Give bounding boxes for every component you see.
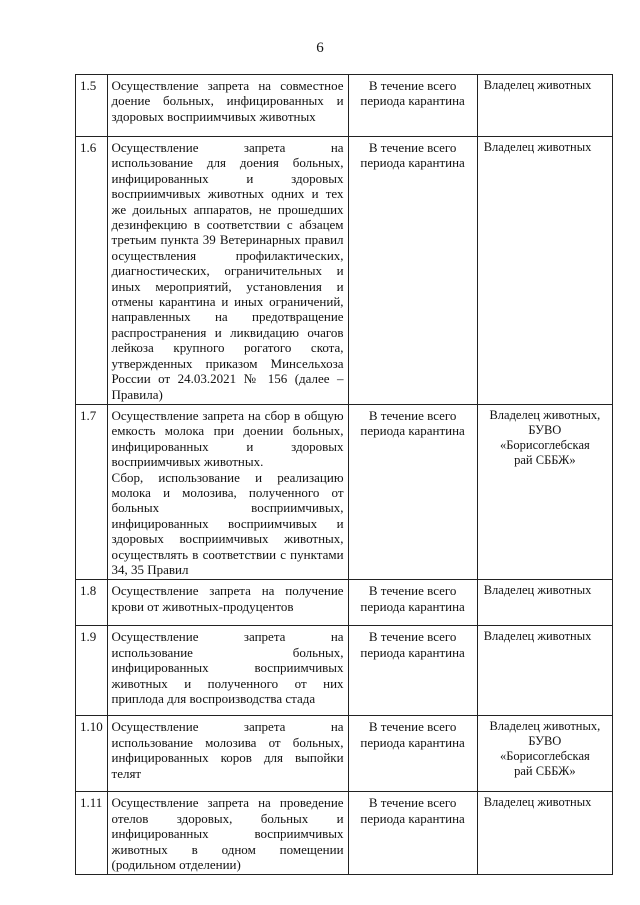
measure-description-cell [107,75,348,137]
responsible-party: Владелец животных [483,795,592,810]
responsible-party-cell [477,792,612,875]
table-row [76,716,613,792]
responsible-party-cell [477,716,612,792]
measure-description-cell [107,716,348,792]
measure-term: В течение всего периода карантина [348,716,477,792]
responsible-party: Владелец животных, [489,719,601,734]
item-number: 1.11 [76,792,108,875]
item-number: 1.5 [76,75,108,137]
measure-term: В течение всего периода карантина [348,137,477,405]
page-number: 6 [316,40,324,56]
item-number: 1.6 [76,137,108,405]
responsible-party: Владелец животных [483,583,592,598]
measure-description: Осуществление запрета на проведение отелов здоровых, больных и инфицированных восприимчивых животных в одном помещении (родильном отделении) [111,795,344,872]
measure-term: В течение всего периода карантина [348,580,477,626]
item-number: 1.8 [76,580,108,626]
measure-description-cell [107,626,348,716]
measure-description: Сбор, использование и реализацию молока и молозива, полученного от больных восприимчивых, инфицированных восприимчивых и здоровых восприимчивых животных, осуществлять в соответствии с пунктами 34, 35 Правил [111,469,344,577]
responsible-party: Владелец животных, [489,407,601,422]
item-number: 1.9 [76,626,108,716]
table-row [76,137,613,405]
responsible-party-cell [477,580,612,626]
measure-description-cell [107,137,348,405]
responsible-party-cell [477,404,612,579]
responsible-party-cell [477,626,612,716]
item-number: 1.7 [76,404,108,579]
table-row [76,792,613,875]
measure-term: В течение всего периода карантина [348,792,477,875]
responsible-party-cell [477,75,612,137]
table-row [76,626,613,716]
measures-table [75,74,613,875]
measure-description-cell [107,404,348,579]
responsible-party: рай СББЖ» [514,764,576,779]
responsible-party: БУВО [528,734,562,749]
measure-term: В течение всего периода карантина [348,75,477,137]
table-row [76,580,613,626]
responsible-party: «Борисоглебская [499,749,590,764]
measures-table-body [76,75,613,875]
measure-description-cell [107,792,348,875]
table-row [76,75,613,137]
measure-description: Осуществление запрета на использование больных, инфицированных восприимчивых животных и полученного от них приплода для воспроизводства стада [111,629,344,706]
responsible-party: Владелец животных [483,629,592,644]
responsible-party: БУВО [528,422,562,437]
responsible-party: рай СББЖ» [514,452,576,467]
responsible-party: «Борисоглебская [499,437,590,452]
measure-term: В течение всего периода карантина [348,404,477,579]
measure-description-cell [107,580,348,626]
table-row [76,404,613,579]
responsible-party-cell [477,137,612,405]
responsible-party: Владелец животных [483,78,592,92]
item-number: 1.10 [76,716,108,792]
measure-description: Осуществление запрета на использование для доения больных, инфицированных и здоровых восприимчивых животных одних и тех же доильных аппаратов, не прошедших дезинфекцию в соответствии с абзацем третьим пункта 39 Ветеринарных правил осуществления профилактических, диагностических, ограничительных и иных мероприятий, установления и отмены карантина и иных ограничений, направленных на предотвращение распространения и ликвидацию очагов лейкоза крупного рогатого скота, утвержденных приказом Минсельхоза России от 24.03.2021 № 156 (далее – Правила) [111,140,344,402]
measure-description: Осуществление запрета на получение крови от животных-продуцентов [111,583,344,614]
measure-description: Осуществление запрета на использование молозива от больных, инфицированных коров для выпойки телят [111,719,344,781]
measure-description: Осуществление запрета на сбор в общую емкость молока при доении больных, инфицированных и здоровых восприимчивых животных. [111,407,344,470]
measure-description: Осуществление запрета на совместное доение больных, инфицированных и здоровых восприимчивых животных [111,78,344,124]
responsible-party: Владелец животных [483,140,592,154]
measure-term: В течение всего периода карантина [348,626,477,716]
